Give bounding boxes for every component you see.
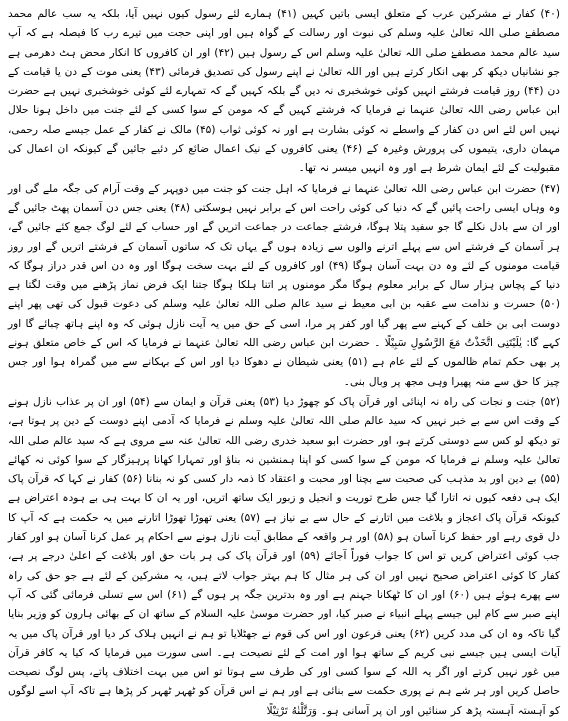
commentary-paragraph-2: (۴۷) حضرت ابن عباس رضی اللہ تعالیٰ عنہما نے فرمایا کہ اہل جنت کو جنت میں دوپہر کے وقت آرام کی جگہ ملے گی اور وہ وہاں ایسی راحت پائیں گے کہ دنیا کی کوئی راحت اس کے برابر نہیں ہوسکتی (۴۸) یعنی جس دن آسمان پھٹ جائیں گے اور ان سے بادل نکلے گا جو سفید پتلا ہوگا، فرشتے جماعت در جماعت اتریں گے اور حساب کے لئے لوگ جمع کئے جائیں گے، ہر آسمان کے فرشتے اس سے پہلے اترنے والوں سے زیادہ ہوں گے یہاں تک کہ ساتوں آسمان کے فرشتے اتریں گے اور روز قیامت مومنوں کے لئے وہ دن بہت آسان ہوگا (۴۹) اور کافروں کے لئے بہت سخت ہوگا اور وہ دن اس قدر دراز ہوگا کہ دنیا کے پچاس ہزار سال کے برابر معلوم ہوگا مگر مومنوں پر اتنا ہلکا ہوگا جتنا ایک فرض نماز پڑھنے میں وقت لگتا ہے (۵۰) حسرت و ندامت سے عقبہ بن ابی معیط نے سید عالم صلی اللہ تعالیٰ علیہ وسلم کی دعوت قبول کی تھی پھر اپنے دوست ابی بن خلف کے کہنے سے پھر گیا اور کفر پر مرا، اسی کے حق میں یہ آیت نازل ہوئی کہ وہ اپنے ہاتھ چبائے گا اور کہے گا: یٰلَیْتَنِی اتَّخَذْتُ مَعَ الرَّسُولِ سَبِیْلًا ۔ حضرت ابن عباس رضی اللہ تعالیٰ عنہما نے فرمایا کہ اس کے خاص متعلق ہونے پر بھی حکم تمام ظالموں کے لئے عام ہے (۵۱) یعنی شیطان نے دھوکا دیا اور اس کے بہکانے سے میں گمراہ ہوا اور جس چیز کا حق سے منہ پھیرا وہی مجھ پر وبال بنی۔ [8, 182, 561, 388]
document-page [8, 5, 561, 717]
commentary-paragraph-3 [8, 393, 560, 721]
commentary-paragraph-1: (۴۰) کفار نے مشرکین عرب کے متعلق ایسی باتیں کہیں (۴۱) ہمارے لئے رسول کیوں نہیں آیا، بلکہ یہ سب عالم محمد مصطفےٰ صلی اللہ تعالیٰ علیہ وسلم کی نبوت اور رسالت کے گواہ ہیں اور اپنی حجت میں تیرے رب کا فیصلہ ہے کہ آپ سید عالم محمد مصطفےٰ صلی اللہ تعالیٰ علیہ وسلم اس کے رسول ہیں (۴۲) اور ان کافروں کا انکار محض ہٹ دھرمی ہے جو نشانیاں دیکھ کر بھی انکار کرتے ہیں اور اللہ تعالیٰ نے اپنے رسول کی تصدیق فرمائی (۴۳) یعنی موت کے دن یا قیامت کے دن (۴۴) روز قیامت فرشتے انہیں کوئی خوشخبری نہ دیں گے بلکہ کہیں گے کہ تمہارے لئے کوئی خوشخبری نہیں ہے حضرت ابن عباس رضی اللہ تعالیٰ عنہما نے فرمایا کہ فرشتے کہیں گے کہ مومن کے سوا کسی کے لئے جنت میں داخل ہونا حلال نہیں اس لئے اس دن کفار کے واسطے نہ کوئی بشارت ہے اور نہ کوئی ثواب (۴۵) مالک نے کفار کے عمل جیسے صلہ رحمی، مہمان داری، یتیموں کی پرورش وغیرہ کے (۴۶) یعنی کافروں کے نیک اعمال ضائع کر دئیے جائیں گے کیونکہ ان اعمال کی مقبولیت کے لئے ایمان شرط ہے اور وہ انہیں میسر نہ تھا۔ [8, 8, 561, 175]
commentary-paragraph-3-text: (۵۲) جنت و نجات کی راہ نہ اپنائی اور قرآن پاک کو چھوڑ دیا (۵۳) یعنی قرآن و ایمان سے (۵۴) اور ان پر عذاب نازل ہونے کے وقت اس سے بے خبر نہیں کہ سید عالم صلی اللہ تعالیٰ علیہ وسلم نے فرمایا کہ آدمی اپنے دوست کے دین پر ہوتا ہے، تو دیکھ لو کس سے دوستی کرتے ہو، اور حضرت ابو سعید خدری رضی اللہ تعالیٰ عنہ سے مروی ہے کہ سید عالم صلی اللہ تعالیٰ علیہ وسلم نے فرمایا کہ مومن کے سوا کسی کو اپنا ہمنشین نہ بناؤ اور تمہارا کھانا پرہیزگار کے سوا کوئی نہ کھائے (۵۵) بے دین اور بد مذہب کی صحبت سے بچنا اور محبت و اعتقاد کا ذمہ دار کسی کو نہ بنانا (۵۶) کفار نے کہا کہ قرآن پاک ایک ہی دفعہ کیوں نہ اتارا گیا جس طرح توریت و انجیل و زبور ایک ساتھ اتریں، اور یہ ان کا بہت ہی بے ہودہ اعتراض ہے کیونکہ قرآن پاک اعجاز و بلاغت میں اتارنے کے حال سے بے نیاز ہے (۵۷) یعنی تھوڑا تھوڑا اتارنے میں یہ حکمت ہے کہ آپ کا دل قوی رہے اور حفظ کرنا آسان ہو (۵۸) اور ہر واقعہ کے مطابق آیت نازل ہونے سے احکام پر عمل کرنا آسان ہو اور کفار جب کوئی اعتراض کریں تو اس کا جواب فوراً آجائے (۵۹) اور قرآن پاک کی ہر بات حق اور بلاغت کے اعلیٰ درجے پر ہے، کفار کا کوئی اعتراض صحیح نہیں اور ان کی ہر مثال کا ہم بہتر جواب لاتے ہیں، یہ مشرکین کے لئے ہے جو حق کی راہ سے پھرے ہوئے ہیں (۶۰) اور ان کا ٹھکانا جہنم ہے اور وہ بدترین جگہ پر ہوں گے (۶۱) اس سے تسلی فرمائی گئی کہ آپ اپنے صبر سے کام لیں جیسے پہلے انبیاء نے صبر کیا، اور حضرت موسیٰ علیہ السلام کے ساتھ ان کے بھائی ہارون کو وزیر بنایا گیا تاکہ وہ ان کی مدد کریں (۶۲) یعنی فرعون اور اس کی قوم نے جھٹلایا تو ہم نے انہیں ہلاک کر دیا اور قرآن پاک میں یہ آیات ایسی ہیں جیسے نبی کریم کے ساتھ ہوا اور امت کے لئے نصیحت ہے۔ اسی سورت میں فرمایا کہ کیا یہ کافر قرآن میں غور نہیں کرتے اور اگر یہ اللہ کے سوا کسی اور کی طرف سے ہوتا تو اس میں بہت اختلاف پاتے، پس لوگ نصیحت حاصل کریں اور ہر شے ہم نے پوری حکمت سے بنائی ہے اور ہم نے اس قرآن کو ٹھہر ٹھہر کر پڑھا ہے تاکہ آپ اسے لوگوں کو آہستہ آہستہ پڑھ کر سنائیں اور ان پر آسانی ہو۔ [8, 395, 561, 717]
closing-verse: وَرَتَّلْنٰهُ تَرْتِیْلًا [266, 704, 317, 717]
